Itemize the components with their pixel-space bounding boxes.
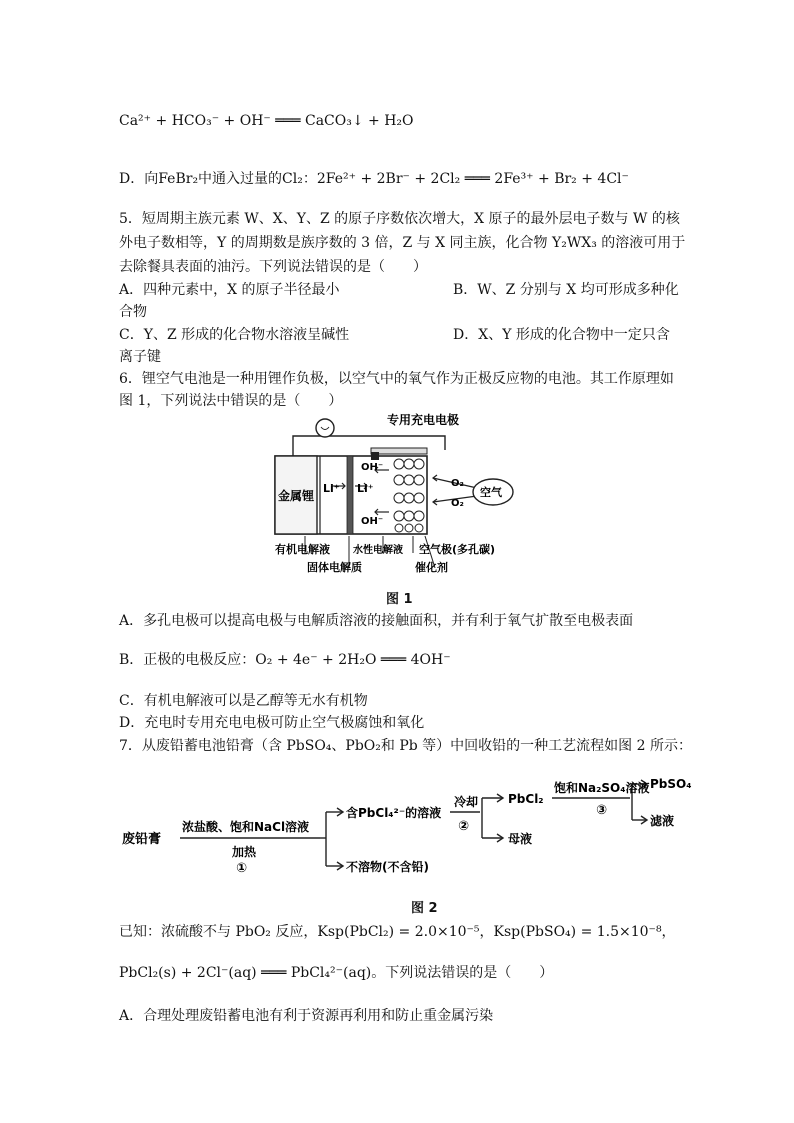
metal-li-label: 金属锂 (278, 489, 315, 503)
q5-option-d-cont: 离子键 (119, 349, 161, 365)
q5-stem-3: 去除餐具表面的油污。下列说法错误的是（ ） (119, 259, 427, 275)
q6-stem-2: 图 1，下列说法中错误的是（ ） (119, 393, 343, 409)
q7-known-1: 已知：浓硫酸不与 PbO₂ 反应，Ksp(PbCl₂) = 2.0×10⁻⁵，Ksp(PbSO₄) = 1.5×10⁻⁸， (119, 924, 676, 940)
q5-option-b-cont: 合物 (119, 304, 147, 320)
aqueous-electrolyte-label: 水性电解液 (353, 545, 403, 556)
flow-product-3b: 滤液 (650, 814, 675, 828)
catalyst-label: 催化剂 (415, 561, 448, 574)
solid-electrolyte-label: 固体电解质 (307, 561, 362, 574)
q5-option-a: A．四种元素中，X 的原子半径最小 (119, 282, 340, 298)
charge-electrode-label: 专用充电电极 (387, 413, 460, 427)
flow-product-2b: 母液 (508, 832, 533, 846)
flow-product-1b: 不溶物(不含铅) (346, 860, 429, 874)
organic-electrolyte-label: 有机电解液 (275, 543, 330, 556)
q5-stem-2: 外电子数相等，Y 的周期数是族序数的 3 倍，Z 与 X 同主族，化合物 Y₂WX₃ 的溶液可用于 (119, 235, 686, 251)
q7-stem: 7．从废铅蓄电池铅膏（含 PbSO₄、PbO₂和 Pb 等）中回收铅的一种工艺流程如图 2 所示： (119, 738, 692, 754)
flow-step-3: ③ (596, 803, 608, 818)
flow-reagent-2: 冷却 (454, 795, 479, 809)
equation-line: Ca²⁺ + HCO₃⁻ + OH⁻ ═══ CaCO₃↓ + H₂O (119, 113, 414, 129)
q6-option-d: D．充电时专用充电电极可防止空气极腐蚀和氧化 (119, 715, 425, 731)
air-label: 空气 (480, 486, 502, 499)
flow-cond-1: 加热 (232, 845, 257, 859)
flow-product-2a: PbCl₂ (508, 792, 544, 806)
flow-reagent-3: 饱和Na₂SO₄溶液 (554, 781, 650, 795)
o2-label-1: O₂ (451, 478, 464, 489)
flow-product-3a: PbSO₄ (650, 777, 692, 791)
q4-option-d: D．向FeBr₂中通入过量的Cl₂：2Fe²⁺ + 2Br⁻ + 2Cl₂ ═══ 2Fe³⁺ + Br₂ + 4Cl⁻ (119, 171, 629, 187)
q5-stem-1: 5．短周期主族元素 W、X、Y、Z 的原子序数依次增大，X 原子的最外层电子数与 W 的核 (119, 211, 680, 227)
oh-label-2: OH⁻ (361, 516, 384, 527)
q6-stem-1: 6．锂空气电池是一种用锂作负极，以空气中的氧气作为正极反应物的电池。其工作原理如 (119, 371, 674, 387)
li-ion-label-2: Li⁺ (357, 482, 374, 495)
q5-option-d: D．X、Y 形成的化合物中一定只含 (453, 327, 670, 343)
q7-known-2: PbCl₂(s) + 2Cl⁻(aq) ═══ PbCl₄²⁻(aq)。下列说法错误的是（ ） (119, 965, 554, 981)
air-electrode-label: 空气极(多孔碳) (419, 543, 496, 556)
li-ion-label-1: Li⁺ (323, 482, 340, 495)
figure-1-caption: 图 1 (386, 592, 413, 607)
figure-1-battery-diagram (265, 408, 525, 578)
flow-product-1a: 含PbCl₄²⁻的溶液 (346, 806, 442, 820)
flow-step-2: ② (458, 819, 470, 834)
q5-option-c: C．Y、Z 形成的化合物水溶液呈碱性 (119, 327, 350, 343)
figure-2-caption: 图 2 (411, 901, 438, 916)
q6-option-b: B．正极的电极反应：O₂ + 4e⁻ + 2H₂O ═══ 4OH⁻ (119, 652, 451, 668)
figure-2-flowchart (120, 768, 710, 886)
q6-option-c: C．有机电解液可以是乙醇等无水有机物 (119, 693, 368, 709)
q6-option-a: A．多孔电极可以提高电极与电解质溶液的接触面积，并有利于氧气扩散至电极表面 (119, 613, 634, 629)
o2-label-2: O₂ (451, 498, 464, 509)
oh-label-1: OH⁻ (361, 462, 384, 473)
q5-option-b: B．W、Z 分别与 X 均可形成多种化 (453, 282, 679, 298)
bulb-icon (316, 419, 334, 437)
q7-option-a: A．合理处理废铅蓄电池有利于资源再利用和防止重金属污染 (119, 1008, 494, 1024)
flow-step-1: ① (236, 861, 248, 876)
flow-reagent-1: 浓盐酸、饱和NaCl溶液 (182, 820, 310, 834)
flow-start: 废铅膏 (122, 832, 162, 847)
